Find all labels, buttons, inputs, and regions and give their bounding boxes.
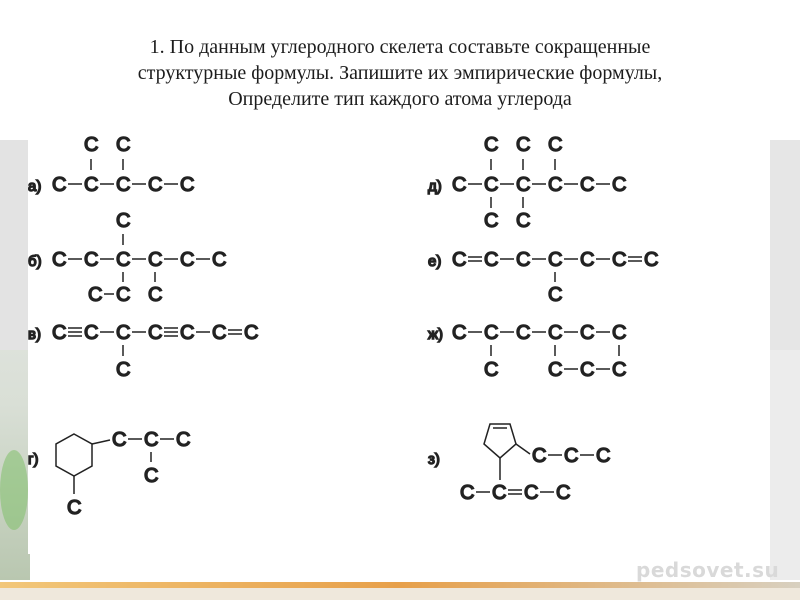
atom-c: C	[67, 497, 82, 519]
title-line-2: структурные формулы. Запишите их эмпирические формулы,	[137, 62, 663, 84]
atom-c: C	[116, 284, 131, 306]
skeleton-a	[28, 134, 194, 196]
atom-c: C	[244, 322, 259, 344]
atom-c: C	[84, 134, 99, 156]
formulas-panel	[28, 124, 770, 554]
label-b: б)	[28, 253, 42, 270]
atom-c: C	[548, 249, 563, 271]
atom-c: C	[116, 249, 131, 271]
atom-c: C	[516, 174, 531, 196]
atom-c: C	[524, 482, 539, 504]
atom-c: C	[644, 249, 659, 271]
skeleton-b	[28, 210, 226, 306]
atom-c: C	[612, 359, 627, 381]
atom-c: C	[516, 134, 531, 156]
atom-c: C	[180, 322, 195, 344]
atom-c: C	[88, 284, 103, 306]
atom-c: C	[52, 322, 67, 344]
label-zh: ж)	[428, 326, 444, 343]
atom-c: C	[596, 445, 611, 467]
atom-c: C	[144, 429, 159, 451]
atom-c: C	[612, 249, 627, 271]
atom-c: C	[176, 429, 191, 451]
atom-c: C	[52, 174, 67, 196]
skeleton-e	[428, 249, 658, 306]
label-v: в)	[28, 326, 41, 343]
atom-c: C	[548, 134, 563, 156]
atom-c: C	[484, 322, 499, 344]
atom-c: C	[532, 445, 547, 467]
atom-c: C	[452, 249, 467, 271]
title-line-1: 1. По данным углеродного скелета составьте сокращенные	[149, 36, 651, 58]
atom-c: C	[516, 322, 531, 344]
atom-c: C	[116, 134, 131, 156]
slide-title	[40, 34, 760, 112]
atom-c: C	[180, 249, 195, 271]
label-g: г)	[28, 451, 39, 468]
skeleton-v	[28, 322, 258, 381]
atom-c: C	[148, 284, 163, 306]
atom-c: C	[484, 249, 499, 271]
atom-c: C	[484, 359, 499, 381]
label-a: а)	[28, 178, 42, 195]
label-e: е)	[428, 253, 442, 270]
atom-c: C	[116, 174, 131, 196]
atom-c: C	[516, 210, 531, 232]
label-d: д)	[428, 178, 442, 195]
atom-c: C	[116, 322, 131, 344]
atom-c: C	[612, 322, 627, 344]
skeleton-z	[428, 424, 610, 504]
atom-c: C	[144, 465, 159, 487]
atom-c: C	[116, 359, 131, 381]
atom-c: C	[212, 249, 227, 271]
atom-c: C	[116, 210, 131, 232]
atom-c: C	[52, 249, 67, 271]
atom-c: C	[564, 445, 579, 467]
skeleton-zh	[428, 322, 626, 381]
atom-c: C	[84, 322, 99, 344]
atom-c: C	[452, 174, 467, 196]
atom-c: C	[548, 322, 563, 344]
atom-c: C	[148, 249, 163, 271]
label-z: з)	[428, 451, 440, 468]
atom-c: C	[580, 322, 595, 344]
carbon-skeletons	[28, 124, 770, 554]
atom-c: C	[452, 322, 467, 344]
atom-c: C	[212, 322, 227, 344]
atom-c: C	[580, 174, 595, 196]
atom-c: C	[492, 482, 507, 504]
atom-c: C	[548, 359, 563, 381]
atom-c: C	[148, 322, 163, 344]
flask-decoration	[0, 450, 28, 530]
atom-c: C	[180, 174, 195, 196]
atom-c: C	[460, 482, 475, 504]
skeleton-g	[28, 429, 190, 519]
atom-c: C	[484, 174, 499, 196]
atom-c: C	[612, 174, 627, 196]
title-line-3: Определите тип каждого атома углерода	[228, 88, 572, 110]
atom-c: C	[556, 482, 571, 504]
atom-c: C	[548, 174, 563, 196]
atom-c: C	[484, 210, 499, 232]
atom-c: C	[548, 284, 563, 306]
atom-c: C	[516, 249, 531, 271]
atom-c: C	[148, 174, 163, 196]
atom-c: C	[112, 429, 127, 451]
skeleton-d	[428, 134, 626, 232]
atom-c: C	[580, 249, 595, 271]
watermark: pedsovet.su	[636, 558, 780, 582]
atom-c: C	[84, 174, 99, 196]
atom-c: C	[580, 359, 595, 381]
atom-c: C	[84, 249, 99, 271]
atom-c: C	[484, 134, 499, 156]
